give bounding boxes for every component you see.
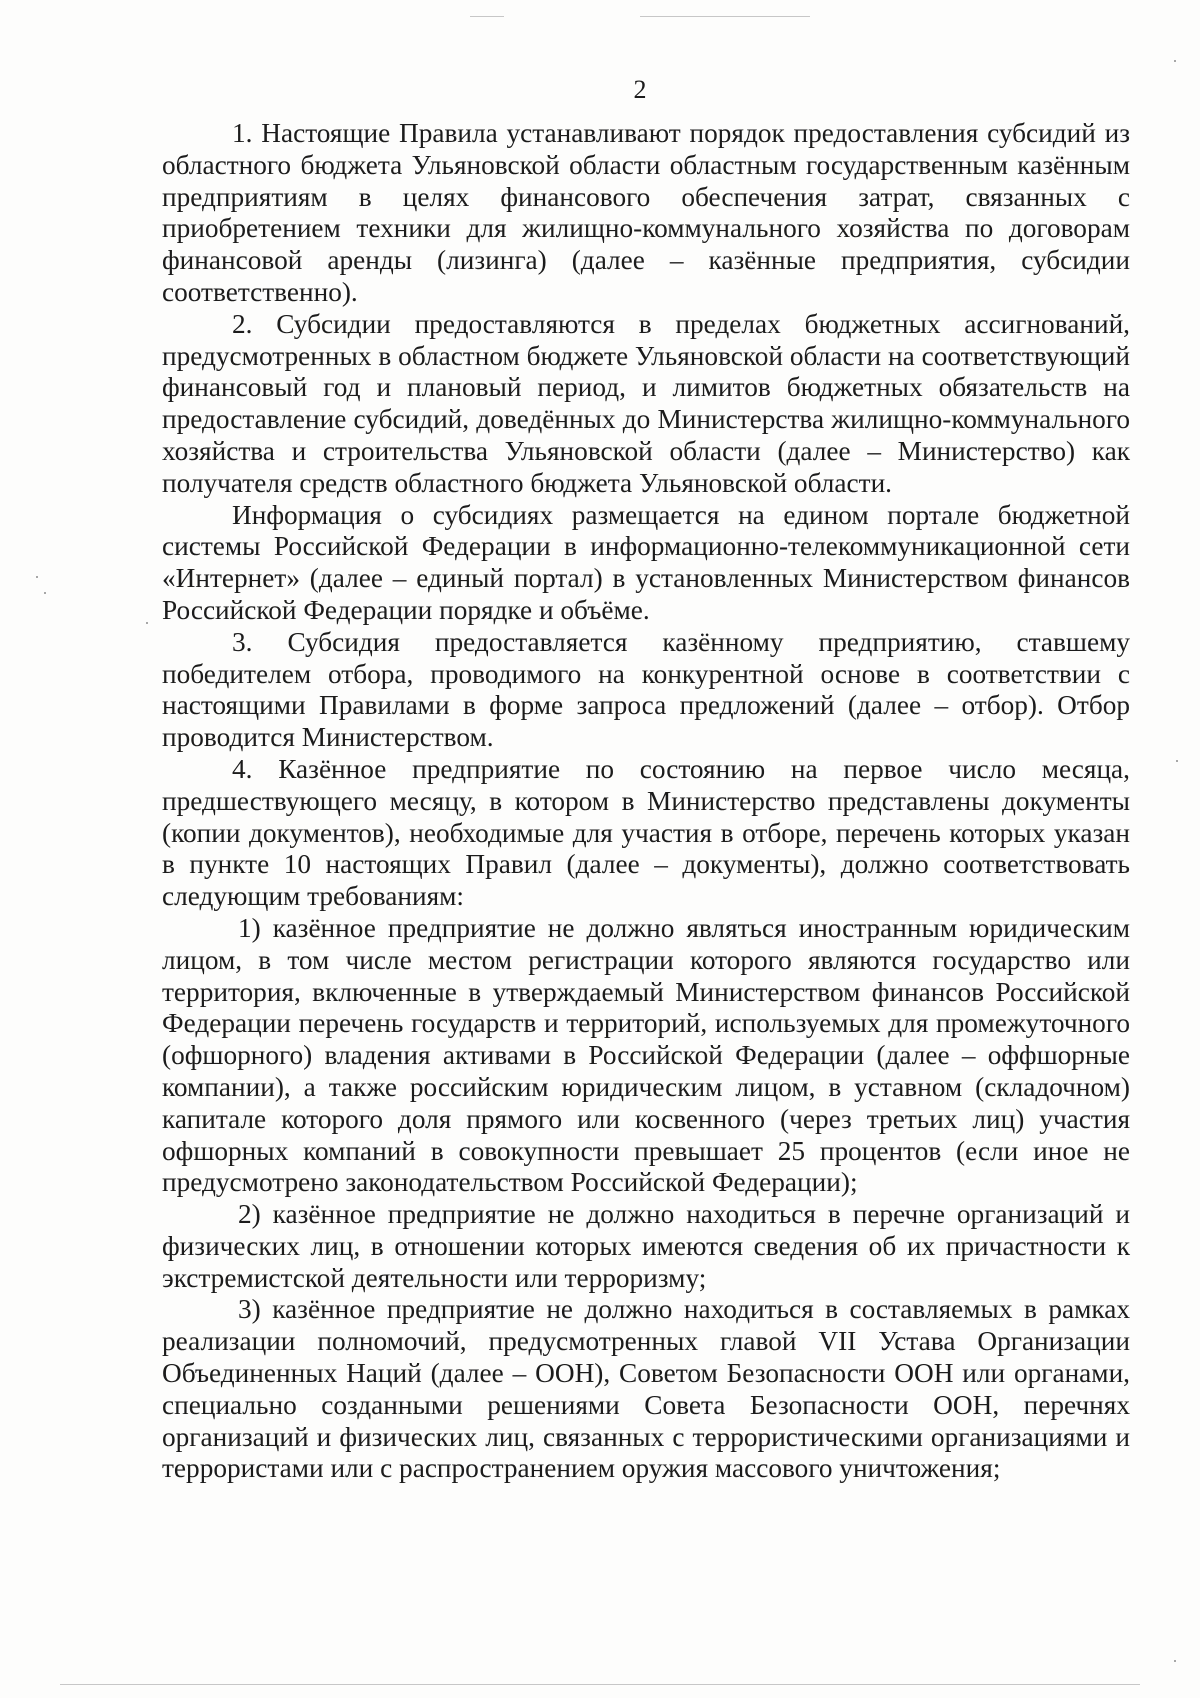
scan-artifact: [1174, 1660, 1176, 1662]
scan-artifact: [36, 576, 38, 578]
subitem-1: 1) казённое предприятие не должно являться иностранным юридическим лицом, в том числе местом регистрации которого являются государство или территория, включенные в утверждаемый Министерством финансов Российской Федерации перечень государств и территорий, используемых для промежуточного (офшорного) владения активами в Российской Федерации (далее – оффшорные компании), а также российским юридическим лицом, в уставном (складочном) капитале которого доля прямого или косвенного (через третьих лиц) участия офшорных компаний в совокупности превышает 25 процентов (если иное не предусмотрено законодательством Российской Федерации);: [162, 912, 1130, 1198]
subitem-3: 3) казённое предприятие не должно находиться в составляемых в рамках реализации полномочий, предусмотренных главой VII Устава Организации Объединенных Наций (далее – ООН), Советом Безопасности ООН или органами, специально созданными решениями Совета Безопасности ООН, перечнях организаций и физических лиц, связанных с террористическими организациями и террористами или с распространением оружия массового уничтожения;: [162, 1294, 1130, 1484]
scan-artifact: [1176, 760, 1178, 762]
page-number: 2: [633, 75, 647, 104]
paragraph-item-1: 1. Настоящие Правила устанавливают порядок предоставления субсидий из областного бюджета Ульяновской области областным государственным казённым предприятиям в целях финансового обеспечения затрат, связанных с приобретением техники для жилищно-коммунального хозяйства по договорам финансовой аренды (лизинга) (далее – казённые предприятия, субсидии соответственно).: [162, 118, 1130, 307]
paragraph-item-2: 2. Субсидии предоставляются в пределах бюджетных ассигнований, предусмотренных в областном бюджете Ульяновской области на соответствующий финансовый год и плановый период, и лимитов бюджетных обязательств на предоставление субсидий, доведённых до Министерства жилищно-коммунального хозяйства и строительства Ульяновской области (далее – Министерство) как получателя средств областного бюджета Ульяновской области.: [162, 308, 1130, 498]
scan-artifact: [146, 622, 148, 624]
scan-artifact: [44, 592, 46, 594]
paragraph-item-4: 4. Казённое предприятие по состоянию на первое число месяца, предшествующего месяцу, в котором в Министерство представлены документы (копии документов), необходимые для участия в отборе, перечень которых указан в пункте 10 настоящих Правил (далее – документы), должно соответствовать следующим требованиям:: [162, 753, 1130, 912]
paragraph-item-3: 3. Субсидия предоставляется казённому предприятию, ставшему победителем отбора, проводимого на конкурентной основе в соответствии с настоящими Правилами в форме запроса предложений (далее – отбор). Отбор проводится Министерством.: [162, 626, 1130, 753]
document-body: [162, 118, 1130, 1485]
subitem-2: 2) казённое предприятие не должно находиться в перечне организаций и физических лиц, в отношении которых имеются сведения об их причастности к экстремистской деятельности или терроризму;: [162, 1199, 1130, 1293]
scan-artifact: [470, 16, 504, 17]
scan-artifact: [640, 16, 810, 17]
scan-artifact: [1174, 60, 1176, 62]
paragraph-subsidy-info: Информация о субсидиях размещается на едином портале бюджетной системы Российской Федерации в информационно-телекоммуникационной сети «Интернет» (далее – единый портал) в установленных Министерством финансов Российской Федерации порядке и объёме.: [162, 499, 1130, 625]
scan-artifact: [60, 1684, 1140, 1685]
